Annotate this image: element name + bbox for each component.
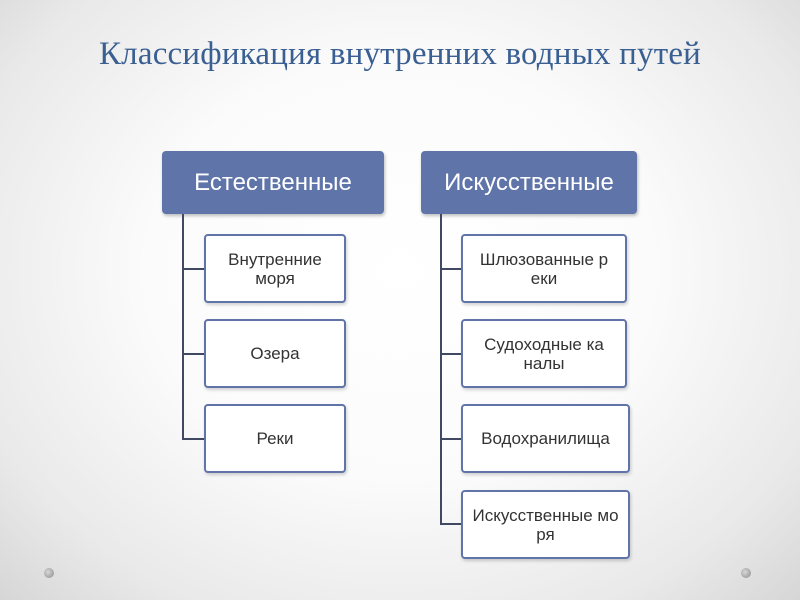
artificial-item-canals: Судоходные каналы bbox=[461, 319, 627, 388]
artificial-connector-2 bbox=[440, 353, 462, 355]
decorative-dot-right bbox=[741, 568, 751, 578]
slide-title: Классификация внутренних водных путей bbox=[98, 36, 702, 72]
artificial-item-locked-rivers: Шлюзованные реки bbox=[461, 234, 627, 303]
natural-header: Естественные bbox=[162, 151, 384, 214]
decorative-dot-left bbox=[44, 568, 54, 578]
natural-connector-2 bbox=[182, 353, 205, 355]
artificial-header: Искусственные bbox=[421, 151, 637, 214]
artificial-item-artificial-seas: Искусственные моря bbox=[461, 490, 630, 559]
natural-item-rivers: Реки bbox=[204, 404, 346, 473]
natural-item-inland-seas: Внутренние моря bbox=[204, 234, 346, 303]
natural-connector-vertical bbox=[182, 214, 184, 440]
natural-item-lakes: Озера bbox=[204, 319, 346, 388]
artificial-connector-1 bbox=[440, 268, 462, 270]
artificial-item-reservoirs: Водохранилища bbox=[461, 404, 630, 473]
natural-connector-1 bbox=[182, 268, 205, 270]
natural-connector-3 bbox=[182, 438, 205, 440]
artificial-connector-vertical bbox=[440, 214, 442, 525]
artificial-connector-3 bbox=[440, 438, 462, 440]
artificial-connector-4 bbox=[440, 523, 462, 525]
